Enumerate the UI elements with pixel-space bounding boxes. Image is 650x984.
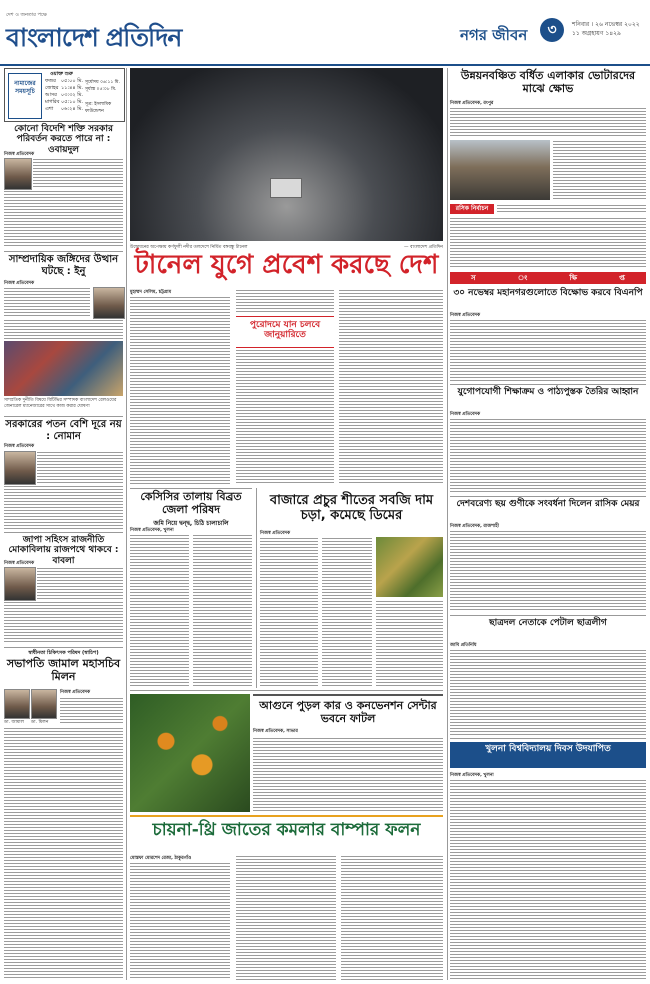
prayer-title: নামাজের সময়সূচি [8, 73, 42, 119]
prayer-row: মাগরিব ০৫:১০ মি. [45, 99, 83, 105]
story-byline: নিজস্ব প্রতিবেদক, রংপুর [450, 101, 494, 106]
story-body [130, 534, 189, 686]
vehicle-shape [270, 178, 302, 198]
story-headline[interactable]: সাম্প্রদায়িক জঙ্গিদের উত্থান ঘটছে : ইনু [8, 254, 119, 277]
news-photo [4, 341, 123, 396]
story-byline: নিজস্ব প্রতিবেদক [450, 313, 481, 318]
story-byline: নিজস্ব প্রতিবেদক, রাজশাহী [450, 524, 499, 529]
story-body [130, 862, 230, 980]
story-body [193, 534, 252, 686]
story-byline: নিজস্ব প্রতিবেদক [4, 281, 35, 286]
prayer-row: এশা ০৬:২৪ মি. [45, 106, 83, 112]
story-body [37, 567, 123, 599]
story-body [450, 530, 646, 612]
story-byline: নিজস্ব প্রতিবেদক [4, 444, 35, 449]
story-headline[interactable]: সভাপতি জামাল মহাসচিব মিলন [6, 657, 121, 683]
story-byline: মুহাম্মদ সেলিম, চট্টগ্রাম [130, 290, 172, 295]
story-byline: নিজস্ব প্রতিবেদক, খুলনা [450, 773, 494, 778]
banner-letter: স [471, 274, 476, 282]
story-headline[interactable]: কেসিসির তালায় বিব্রত জেলা পরিষদ [140, 490, 242, 516]
story-byline: নিজস্ব প্রতিবেদক [4, 152, 35, 157]
orange-photo [130, 694, 250, 812]
story-body [33, 158, 123, 188]
rasik-election-tag: রসিক নির্বাচন [450, 204, 494, 214]
date-hijri: ১১ অগ্রহায়ণ ১৪২৯ [572, 30, 621, 37]
portrait-photo [4, 451, 36, 485]
story-body [450, 217, 646, 269]
story-headline[interactable]: দেশবরেণ্য ছয় গুণীকে সংবর্ধনা দিলেন রাসিক মেয়র [456, 499, 640, 509]
prayer-row: জোহর ১১:৪৪ মি. [45, 85, 83, 91]
newspaper-logo[interactable]: বাংলাদেশ প্রতিদিন [6, 23, 182, 52]
photo-caption: সাম্প্রতিক দুর্নীতি বিষয়ে বিটিভির সম্পাদক বাংলাদেশ রেলওয়ের জেনারেল ম্যানেজারের সাথে কাজ করার ঘোষণা [4, 398, 117, 409]
story-body [450, 649, 646, 735]
story-body [130, 296, 230, 484]
story-headline[interactable]: ছাত্রদল নেতাকে পেটাল ছাত্রলীগ [489, 618, 607, 628]
masthead [0, 0, 650, 66]
prayer-row: আসর ০৩:৩২ মি. [45, 92, 83, 98]
prayer-source: সূত্র: ইসলামিক ফাউন্ডেশন [85, 102, 112, 114]
story-body [376, 600, 443, 687]
story-headline[interactable]: আগুনে পুড়ল কার ও কনভেনশন সেন্টার ভবনে ফাটল [253, 694, 443, 725]
story-headline[interactable]: যুগোপযোগী শিক্ষাক্রম ও পাঠ্যপুস্তক তৈরির আহ্বান [457, 387, 639, 397]
story-body [37, 451, 123, 483]
khulna-headline-band [450, 742, 646, 768]
story-body [4, 190, 123, 248]
photo-credit: — বাংলাদেশ প্রতিদিন [404, 245, 443, 250]
story-headline[interactable]: উন্নয়নবঞ্চিত বর্ধিত এলাকার ভোটারদের মাঝে ক্ষোভ [460, 69, 636, 95]
story-headline[interactable]: ৩০ নভেম্বর মহানগরগুলোতে বিক্ষোভ করবে বিএনপি [453, 288, 643, 298]
sunset-time: সূর্যাস্ত ০৫:০৮ মি. [85, 87, 117, 92]
story-byline: নিজস্ব প্রতিবেদক, খুলনা [130, 528, 174, 533]
pull-quote-box [236, 316, 334, 348]
photo-caption: উদ্বোধনের অপেক্ষায় কর্ণফুলী নদীর তলদেশে নির্মিত বঙ্গবন্ধু টানেল [130, 245, 248, 250]
story-byline: জাবি প্রতিনিধি [450, 643, 477, 648]
photo-caption: ডা. মিলন [31, 720, 49, 725]
story-byline: নিজস্ব প্রতিবেদক [60, 690, 91, 695]
fire-story-box [253, 694, 443, 812]
photo-caption: ডা. জামাল [4, 720, 24, 725]
story-body [236, 855, 336, 980]
story-byline: মোস্তফা মোরশেদ রেজা, ঠাকুরগাঁও [130, 856, 192, 861]
portrait-photo [93, 287, 125, 319]
story-body [4, 601, 123, 644]
story-byline: নিজস্ব প্রতিবেদক [4, 561, 35, 566]
portrait-photo [31, 689, 57, 719]
story-body [339, 289, 443, 484]
pull-quote: পুরোদমে যান চলবে জানুয়ারিতে [249, 320, 321, 341]
portrait-photo [4, 158, 32, 190]
story-byline: নিজস্ব প্রতিবেদক, সাভার [253, 729, 298, 735]
story-byline: নিজস্ব প্রতিবেদক [450, 412, 481, 417]
prayer-list [45, 78, 83, 113]
brief-news-banner [450, 272, 646, 284]
portrait-photo [4, 567, 36, 601]
story-headline[interactable]: সরকারের পতন বেশি দূরে নয় : নোমান [5, 419, 122, 442]
story-kicker: স্বাধীনতা চিকিৎসক পরিষদ (স্বাচিপ) [28, 650, 99, 656]
prayer-times-box [4, 68, 125, 122]
sunrise-time: সূর্যোদয় ০৬:১১ মি. [85, 80, 120, 85]
story-body [236, 349, 334, 484]
story-subtitle: জমি নিয়ে দ্বন্দ্ব, চিঠি চালাচালি [153, 520, 229, 527]
story-body [260, 537, 318, 687]
story-body [553, 140, 646, 200]
banner-letter: ং [517, 274, 528, 282]
story-headline[interactable]: জাপা সহিংস রাজনীতি মোকাবিলায় রাজপথে থাকবে : বাবলা [8, 535, 119, 566]
prayer-row: ফজর ০৫:০০ মি. [45, 78, 83, 84]
date-bangla: শনিবার । ২৬ নভেম্বর ২০২২ [572, 21, 640, 28]
story-headline[interactable]: কোনো বিদেশি শক্তি সরকার পরিবর্তন করতে পারে না : ওবায়দুল [14, 124, 113, 155]
logo-tagline: দেশ ও জনতার পক্ষে [6, 12, 47, 18]
section-name: নগর জীবন [460, 26, 528, 44]
story-body [450, 107, 646, 137]
vegetable-photo [376, 537, 443, 597]
tunnel-photo [130, 68, 443, 241]
banner-letter: ক্ষি [569, 274, 578, 282]
story-body [236, 289, 334, 313]
portrait-photo [4, 689, 30, 719]
story-body [497, 204, 646, 214]
story-body [4, 727, 123, 980]
story-headline[interactable]: খুলনা বিশ্ববিদ্যালয় দিবস উদযাপিত [485, 744, 611, 754]
lead-headline[interactable]: টানেল যুগে প্রবেশ করছে দেশ [134, 250, 439, 280]
story-body [341, 855, 443, 980]
issue-date [572, 20, 648, 38]
story-body [60, 697, 123, 725]
story-body [322, 537, 372, 687]
story-body [4, 319, 123, 339]
story-body [450, 418, 646, 493]
story-headline[interactable]: বাজারে প্রচুর শীতের সবজি দাম চড়া, কমেছে ডিমের [269, 493, 434, 523]
story-body [253, 737, 443, 811]
story-byline: নিজস্ব প্রতিবেদক [260, 531, 291, 536]
story-body [4, 485, 123, 529]
orange-headline-band [130, 815, 443, 853]
prayer-subtitle: ওয়াক্ত শুরু [50, 71, 73, 77]
news-photo [450, 140, 550, 200]
banner-letter: প্ত [619, 274, 625, 282]
story-body [4, 287, 90, 317]
story-body [450, 319, 646, 381]
story-headline[interactable]: চায়না-থ্রি জাতের কমলার বাম্পার ফলন [152, 820, 421, 840]
story-body [450, 779, 646, 980]
page-number: ৩ [540, 18, 564, 42]
